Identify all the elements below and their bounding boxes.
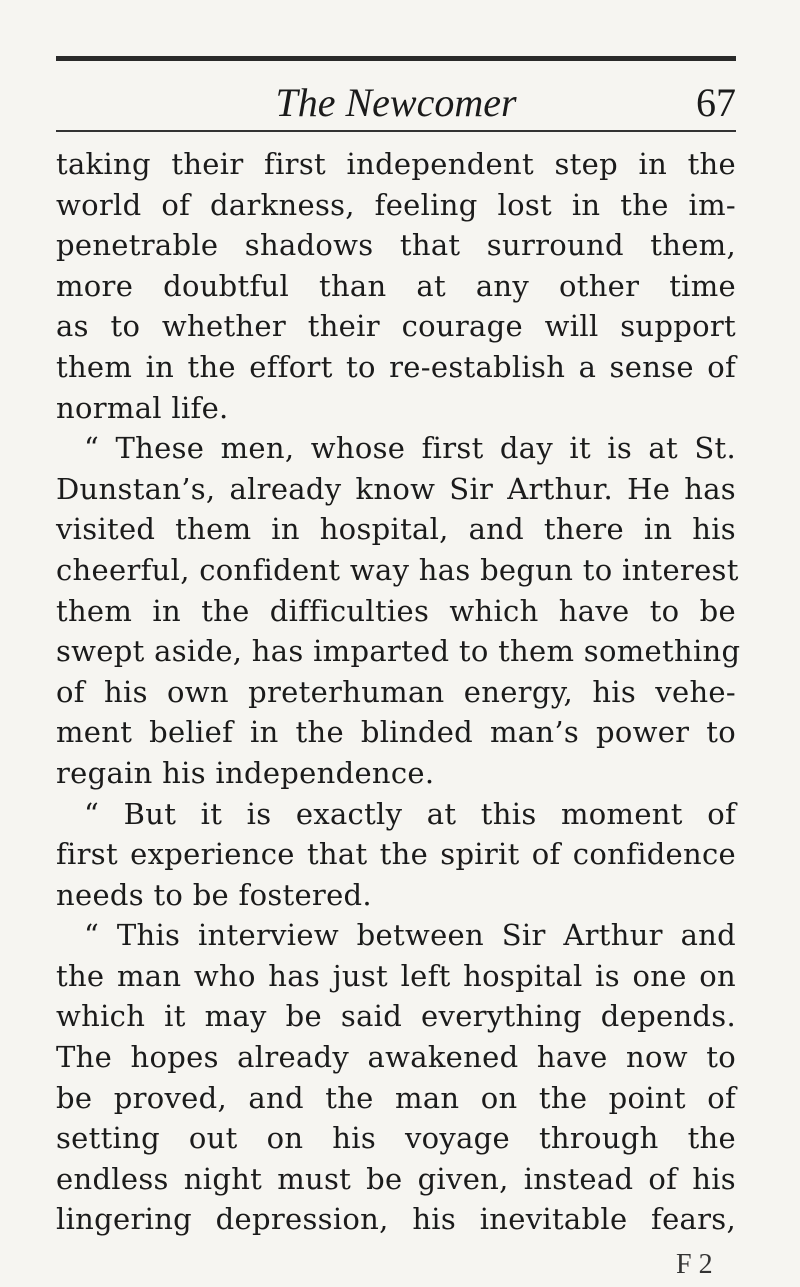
text-line: “ But it is exactly at this moment of — [84, 796, 736, 831]
text-line: taking their first independent step in the — [56, 147, 736, 181]
text-line: “ These men, whose first day it is at St. — [84, 431, 736, 466]
text-line: them in the effort to re-establish a sense of — [56, 349, 736, 384]
text-line: lingering depression, his inevitable fears, — [56, 1202, 736, 1237]
text-line: The hopes already awakened have now to — [56, 1040, 736, 1075]
text-line: as to whether their courage will support — [56, 309, 736, 344]
header-rule — [56, 130, 736, 132]
text-line: endless night must be given, instead of his — [56, 1161, 736, 1196]
text-line: world of darkness, feeling lost in the im- — [56, 187, 736, 222]
text-line: more doubtful than at any other time — [56, 268, 736, 303]
running-title: The Newcomer — [275, 80, 517, 125]
text-line: setting out on his voyage through the — [56, 1121, 736, 1156]
text-line: them in the difficulties which have to be — [56, 593, 736, 628]
text-line: the man who has just left hospital is one on — [56, 958, 736, 993]
page-number: 67 — [696, 80, 736, 125]
top-border-rule — [56, 56, 736, 61]
text-line: normal life. — [56, 390, 229, 425]
text-line: of his own preterhuman energy, his vehe- — [56, 674, 736, 709]
text-line: first experience that the spirit of confidence — [56, 837, 736, 872]
text-line: needs to be fostered. — [56, 877, 372, 912]
text-line: cheerful, confident way has begun to interest — [56, 552, 739, 587]
text-line: penetrable shadows that surround them, — [56, 228, 736, 263]
text-line: which it may be said everything depends. — [56, 999, 736, 1034]
text-line: swept aside, has imparted to them something — [56, 634, 741, 669]
body-text — [56, 144, 741, 1240]
text-line: be proved, and the man on the point of — [56, 1080, 736, 1115]
text-line: ment belief in the blinded man’s power to — [56, 715, 736, 750]
text-line: Dunstan’s, already know Sir Arthur. He has — [56, 471, 736, 506]
page-header — [56, 78, 736, 128]
signature-mark: F 2 — [676, 1249, 713, 1280]
text-line: regain his independence. — [56, 755, 435, 790]
text-line: visited them in hospital, and there in his — [56, 512, 736, 547]
text-line: “ This interview between Sir Arthur and — [84, 918, 736, 953]
